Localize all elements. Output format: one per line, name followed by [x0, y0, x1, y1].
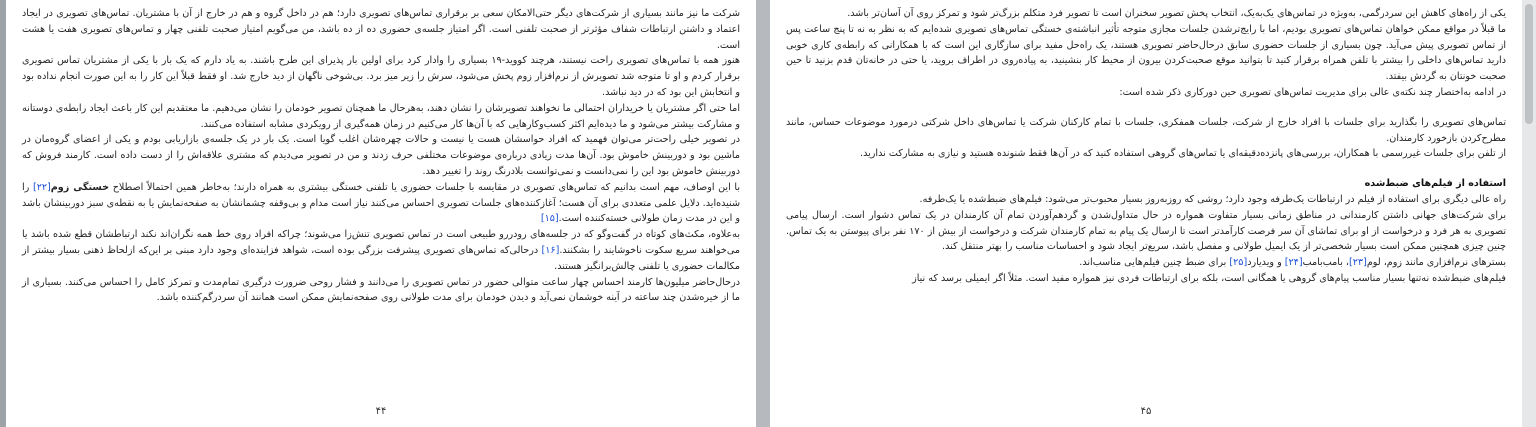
vertical-scrollbar[interactable] — [1522, 0, 1536, 427]
list-item: از تلفن برای جلسات غیررسمی با همکاران، بررسی‌های پانزده‌دقیقه‌ای یا تماس‌های گروهی استفاده کنید که در آن‌ها فقط شنونده هستید و نیازی به مشارکت ندارید. — [860, 148, 1506, 160]
paragraph-zoom-fatigue — [22, 180, 740, 227]
paragraph: در تصویر خیلی راحت‌تر می‌توان فهمید که افراد حواسشان هست یا نیست و حالات چهره‌شان اغلب گویا است. یک بار در یک جلسه‌ی بازاریابی بودم و یکی از اعضای گروه‌مان در ماشین بود و دوربینش خاموش بود. آن‌ها مدت زیادی درباره‌ی موضوعات مختلفی حرف زدند و من در تصویر می‌دیدم که مشتری علاقه‌اش را از دست داده است. کارمند فروش که دوربینش خاموش بود این را نمی‌دانست و نمی‌توانست بلادرنگ روند را تغییر دهد. — [22, 134, 740, 177]
spacer — [786, 101, 1506, 115]
paragraph: برای شرکت‌های جهانی داشتن کارمندانی در مناطق زمانی بسیار متفاوت همواره در حال متداول‌شدن و گردهم‌آوردن تمام آن کارمندان در یک تماس دشوار است. ارسال پیامی تصویری به هر فرد و درخواست از او برای تماشای آن سر فرصت کارآمدتر است تا ارسال یک پیام به تمام کارمندان شرکت و درخواست از بیش از ۱۷۰ نفر برای پیوستن به یک تماس. چنین چیزی همچنین ممکن است بسیار شخصی‌تر از یک ایمیل طولانی و مفصل باشد، سریع‌تر ایجاد شود و احساسات مناسب را بهتر منتقل کند. — [786, 209, 1506, 253]
text-span: برای ضبط چنین فیلم‌هایی مناسب‌اند. — [1079, 257, 1230, 269]
paragraph: ما قبلاً در مواقع ممکن خواهان تماس‌های تصویری بودیم، اما با رایج‌ترشدن جلسات مجازی متوجه تأثیر انباشته‌ی خستگی تماس‌های تصویری شده‌ایم که به نظر به نه تا پنج ساعت پس از تماس تصویری پیش می‌آید. چون بسیاری از جلسات حضوری سابق درحال‌حاضر تصویری هستند، یک راه‌حل مفید برای سازگاری این است که با همکارانی که رابطه‌ی کاری خوبی دارید تماس‌های داخلی را بیشتر با تلفن همراه برقرار کنید تا بتوانید موقع صحبت‌کردن بیرون از محیط کار بنشینید، به پیاده‌روی در اطراف بروید، یا حتی در خانه‌تان قدم بزنید تا حین صحبت خونتان به گردش بیفتد. — [786, 23, 1506, 83]
page-number: ۴۵ — [1140, 406, 1152, 417]
page-number: ۴۴ — [375, 406, 387, 417]
text-span: بسترهای نرم‌افزاری مانند زوم، لوم — [1366, 257, 1506, 269]
paragraph: درحال‌حاضر میلیون‌ها کارمند احساس چهار ساعت متوالی حضور در تماس تصویری را می‌دانند و فشار روحی ضرورت درگیری تمام‌مدت و تمرکز کامل را احساس می‌کنند. بسیاری از ما از خیره‌شدن چند ساعته در آینه خوشمان نمی‌آید و دیدن خودمان برای مدت طولانی روی صفحه‌نمایش ممکن است همانند آن سردرگم‌کننده باشد. — [22, 276, 740, 304]
reference-link-16[interactable]: [۱۶] — [541, 244, 560, 256]
paragraph: اما حتی اگر مشتریان یا خریداران احتمالی ما نخواهند تصویرشان را نشان دهند، به‌هرحال ما همچنان تصویر خودمان را نشان می‌دهیم. ما معتقدیم این کار باعث ایجاد رابطه‌ی دوستانه و مشارکت بیشتر می‌شود و ما دیده‌ایم اکثر کسب‌وکارهایی که با آن‌ها کار می‌کنیم در زمان همه‌گیری از رویکردی مشابه استفاده می‌کنند. — [22, 102, 740, 130]
text-span: را شنیده‌اید. دلایل علمی متعددی برای آن هست؛ آغازکننده‌های جلسات تصویری احساس می‌کنند نیاز است مدام و بی‌وقفه چشمانشان به صفحه‌نمایش یا به نقطه‌ی سبز دوربینشان باشد و این در مدت زمان طولانی خسته‌کننده است. — [22, 181, 740, 225]
page-44-body — [22, 6, 740, 306]
page-44 — [6, 0, 756, 427]
page-gutter — [756, 0, 770, 427]
text-span: درحالی‌که تماس‌های تصویری پیشرفت بزرگی بوده است، شواهد فزاینده‌ای وجود دارد مبنی بر این‌که ازلحاظ ذهنی بسیار بیشتر از مکالمات حضوری یا تلفنی چالش‌برانگیز هستند. — [22, 244, 740, 272]
paragraph: در ادامه به‌اختصار چند نکته‌ی عالی برای مدیریت تماس‌های تصویری حین دورکاری ذکر شده است: — [1119, 86, 1506, 98]
paragraph-platforms — [786, 255, 1506, 271]
paragraph: فیلم‌های ضبط‌شده نه‌تنها بسیار مناسب پیام‌های گروهی یا همگانی است، بلکه برای ارتباطات فردی نیز همواره مفید است. مثلاً اگر ایمیلی برسد که نیاز — [912, 272, 1506, 284]
text-span: به‌علاوه، مکث‌های کوتاه در گفت‌وگو که در جلسه‌های رودررو طبیعی است در تماس تصویری تنش‌زا می‌شوند؛ چراکه افراد روی خط همه نگران‌اند نکند ارتباطشان قطع شده باشد یا می‌خواهند سریع سکوت ناخوشایند را بشکنند. — [22, 229, 740, 256]
paragraph: یکی از راه‌های کاهش این سردرگمی، به‌ویژه در تماس‌های یک‌به‌یک، انتخاب پخش تصویر سخنران است تا تصویر فرد متکلم بزرگ‌تر شود و تمرکز روی آن آسان‌تر باشد. — [847, 8, 1506, 19]
text-span: با این اوصاف، مهم است بدانیم که تماس‌های تصویری در مقایسه با جلسات حضوری یا تلفنی خستگی بیشتری به همراه دارند؛ به‌خاطر همین احتمالاً اصطلاح — [109, 181, 740, 193]
spacer — [786, 162, 1506, 176]
section-heading: استفاده از فیلم‌های ضبط‌شده — [1364, 178, 1506, 190]
text-span: ، بامب‌بامب — [1302, 257, 1350, 269]
reference-link-24[interactable]: [۲۴] — [1284, 257, 1303, 269]
zoom-fatigue-term: خستگی زوم — [50, 181, 110, 193]
page-45-body — [786, 6, 1506, 287]
reference-link-15[interactable]: [۱۵] — [540, 213, 559, 225]
reference-link-25[interactable]: [۲۵] — [1229, 257, 1248, 269]
page-45 — [770, 0, 1522, 427]
paragraph: راه عالی دیگری برای استفاده از فیلم در ارتباطات یک‌طرفه وجود دارد؛ روشی که روزبه‌روز بسیار محبوب‌تر می‌شود: فیلم‌های ضبط‌شده یا یک‌طرفه. — [919, 193, 1506, 205]
scrollbar-thumb[interactable] — [1525, 4, 1533, 124]
paragraph: شرکت ما نیز مانند بسیاری از شرکت‌های دیگر حتی‌الامکان سعی بر برقراری تماس‌های تصویری دارد؛ هم در داخل گروه و هم در خارج از آن با مشتریان. تماس‌های تصویری در ایجاد اعتماد و داشتن ارتباطات شفاف مؤثرتر از صحبت تلفنی است. اگر امتیاز جلسه‌ی حضوری ده از ده باشد، من می‌گویم امتیاز صحبت تلفنی چهار و تماس‌های تصویری هفت یا هشت است. — [22, 8, 740, 51]
list-item: تماس‌های تصویری را بگذارید برای جلسات با افراد خارج از شرکت، جلسات همفکری، جلسات با تمام کارکنان شرکت یا تماس‌های داخل شرکتی درمورد موضوعات حساس، مانند مطرح‌کردن بازخورد کارمندان. — [786, 116, 1506, 144]
reference-link-22[interactable]: [۲۲] — [32, 181, 51, 193]
text-span: و ویدیارد — [1247, 257, 1285, 269]
paragraph: هنوز همه با تماس‌های تصویری راحت نیستند، هرچند کووید-۱۹ بسیاری را وادار کرد برای اولین بار پذیرای این طرح باشند. به یاد دارم که یک بار با یکی از مشتریان تماس تصویری برقرار کردم و او تا متوجه شد تصویرش از نرم‌افزار زوم پخش می‌شود، سرش را زیر میز برد. بی‌شوخی ناگهان از دید خارج شد. او فقط قبلاً این کار را به این صورت انجام نداده بود و انتخابش این بود که در دید نباشد. — [22, 55, 740, 98]
reference-link-23[interactable]: [۲۳] — [1349, 257, 1367, 269]
paragraph — [22, 227, 740, 274]
